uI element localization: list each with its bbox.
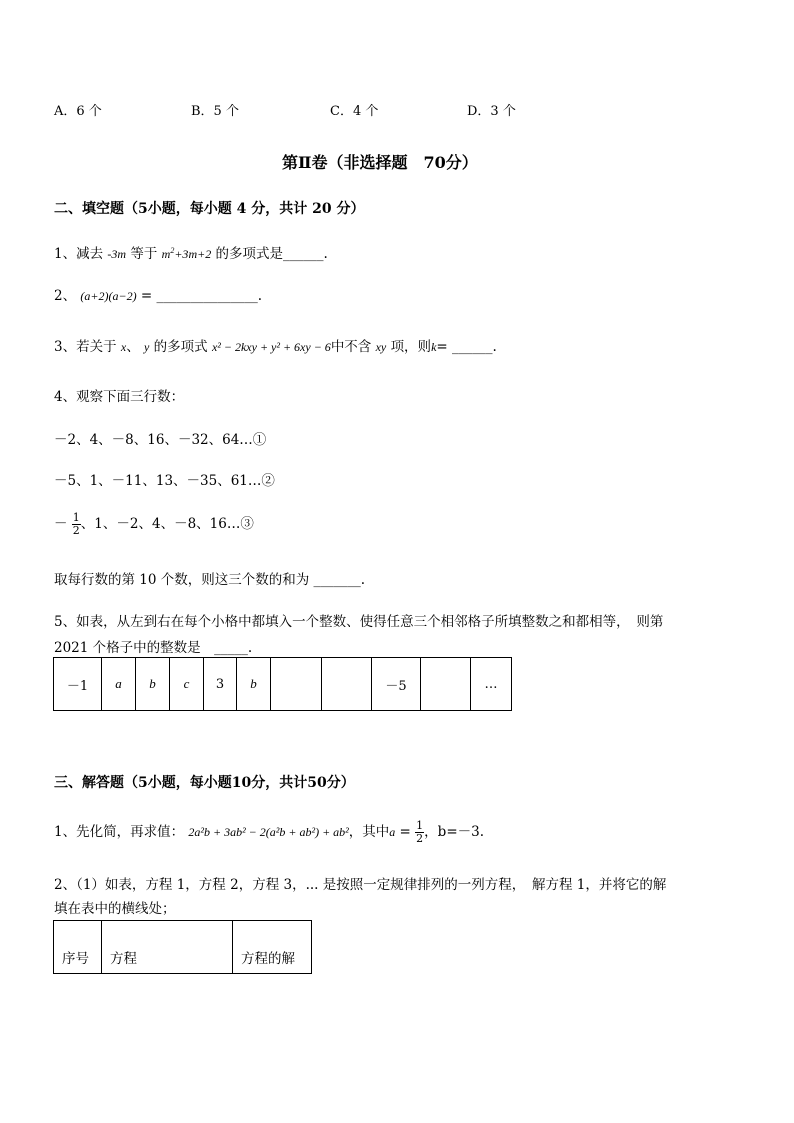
q4-row3-suffix: 、1、－2、4、－8、16…③ bbox=[80, 516, 254, 532]
question-4-row1: －2、4、－8、16、－32、64…① bbox=[54, 432, 267, 448]
s1-var-a: a bbox=[389, 825, 396, 839]
grid-cell: 3 bbox=[204, 658, 237, 711]
choice-a: A．6 个 bbox=[54, 104, 102, 119]
q1-suffix: 的多项式是______. bbox=[215, 246, 328, 262]
grid-cell bbox=[421, 658, 471, 711]
number-grid bbox=[53, 657, 512, 711]
question-4-row2: －5、1、－11、13、－35、61…② bbox=[54, 473, 275, 489]
choice-d: D．3 个 bbox=[467, 104, 516, 119]
choice-c: C．4 个 bbox=[330, 104, 379, 119]
q3-mid3: 项，则 bbox=[390, 339, 432, 355]
section2-heading: 二、填空题（5小题，每小题 4 分，共计 20 分） bbox=[54, 201, 365, 217]
q3-polynomial: x² − 2kxy + y² + 6xy − 6 bbox=[211, 340, 331, 354]
q2-suffix: = _______________. bbox=[140, 288, 263, 304]
grid-cell: … bbox=[471, 658, 512, 711]
s1-fraction: $\frac{1}{2}$ bbox=[416, 819, 424, 845]
q4-row3-prefix: － bbox=[54, 516, 68, 532]
q3-var-y: y bbox=[144, 340, 150, 354]
q3-suffix: = ______. bbox=[436, 339, 497, 355]
question-5-line1: 5、如表，从左到右在每个小格中都填入一个整数、使得任意三个相邻格子所填整数之和都相等， 则第 bbox=[54, 614, 664, 630]
question-3 bbox=[54, 335, 497, 355]
grid-cell: a bbox=[102, 658, 136, 711]
grid-cell: －5 bbox=[372, 658, 421, 711]
question-5-line2: 2021 个格子中的整数是 _____. bbox=[54, 640, 253, 656]
grid-cell: b bbox=[237, 658, 271, 711]
solve-2-line1: 2、（1）如表，方程 1，方程 2，方程 3，... 是按照一定规律排列的一列方程， 解方程 1，并将它的解 bbox=[54, 877, 667, 893]
s1-suffix: ，b=－3. bbox=[424, 824, 485, 840]
s1-eq: = bbox=[395, 824, 416, 840]
choice-b: B．5 个 bbox=[191, 104, 239, 119]
q1-mid: 等于 bbox=[130, 246, 158, 262]
q2-expression: (a+2)(a−2) bbox=[80, 289, 137, 303]
q3-sep: 、 bbox=[126, 339, 140, 355]
question-4-row3 bbox=[54, 512, 254, 537]
q3-prefix: 3、若关于 bbox=[54, 339, 117, 355]
question-1 bbox=[54, 242, 328, 262]
question-2 bbox=[54, 284, 262, 304]
table-header: 方程的解 bbox=[233, 921, 312, 974]
s1-expression: 2a²b + 3ab² − 2(a²b + ab²) + ab² bbox=[188, 825, 349, 839]
q3-mid2: 中不含 bbox=[330, 339, 372, 355]
equation-table bbox=[53, 920, 312, 974]
q1-prefix: 1、减去 bbox=[54, 246, 104, 262]
question-4-text: 取每行数的第 10 个数，则这三个数的和为 _______. bbox=[54, 572, 366, 588]
q1-term: -3m bbox=[107, 247, 127, 261]
solve-1 bbox=[54, 820, 484, 845]
question-4-intro: 4、观察下面三行数： bbox=[54, 389, 185, 405]
section-title: 第Ⅱ卷（非选择题 70分） bbox=[282, 153, 478, 172]
q3-mid: 的多项式 bbox=[153, 339, 208, 355]
q2-prefix: 2、 bbox=[54, 288, 77, 304]
grid-cell: －1 bbox=[54, 658, 102, 711]
grid-cell: b bbox=[136, 658, 170, 711]
s1-prefix: 1、先化简，再求值： bbox=[54, 824, 185, 840]
q4-row3-fraction: $\frac{1}{2}$ bbox=[72, 511, 80, 537]
q3-var-k: k bbox=[431, 340, 437, 354]
q3-var-x: x bbox=[120, 340, 127, 354]
q3-term-xy: xy bbox=[375, 340, 387, 354]
s1-mid: ，其中 bbox=[348, 824, 390, 840]
table-header: 序号 bbox=[54, 921, 102, 974]
grid-cell bbox=[271, 658, 322, 711]
grid-cell: c bbox=[170, 658, 204, 711]
solve-2-line2: 填在表中的横线处； bbox=[54, 901, 176, 917]
table-header: 方程 bbox=[102, 921, 233, 974]
section3-heading: 三、解答题（5小题，每小题10分，共计50分） bbox=[54, 775, 355, 791]
q1-polynomial: $m^2+3m+2$ bbox=[161, 246, 212, 261]
grid-cell bbox=[322, 658, 372, 711]
